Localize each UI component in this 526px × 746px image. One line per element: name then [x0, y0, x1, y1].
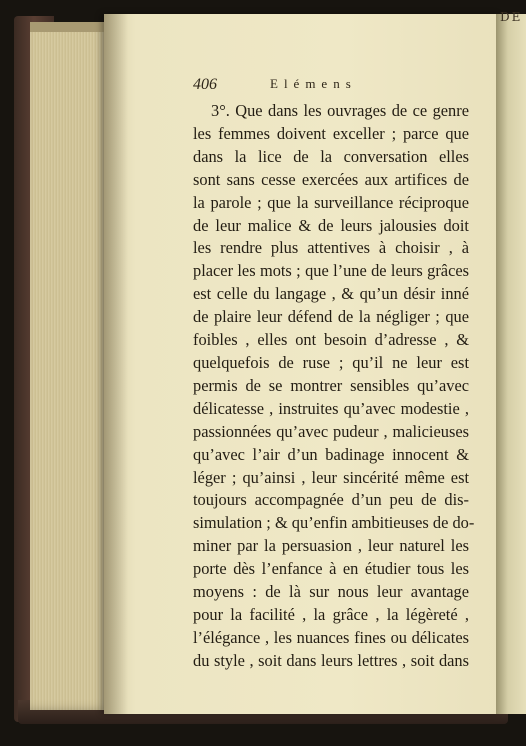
text-line: toujours accompagnée d’un peu de dis- [193, 490, 469, 510]
text-line: dans la lice de la conversation elles [193, 146, 469, 166]
facing-page-head: DE [500, 10, 523, 24]
text-line: placer les mots ; que l’une de leurs grâces [193, 261, 469, 281]
text-line: la parole ; que la surveillance réciproque [193, 192, 469, 212]
gutter-shadow [104, 14, 128, 714]
text-line: de leur malice & de leurs jalousies doit [193, 215, 469, 235]
text-line: passionnées qu’avec pudeur , malicieuses [193, 421, 469, 441]
text-line: les rendre plus attentives à choisir , à [193, 238, 469, 258]
running-head [193, 76, 493, 98]
text-line: est celle du langage , & qu’un désir inné [193, 284, 469, 304]
page-number: 406 [193, 76, 217, 93]
text-line: délicatesse , instruites qu’avec modestie , [193, 398, 469, 418]
text-line: qu’avec l’air d’un badinage innocent & [193, 444, 469, 464]
text-line: quelquefois de ruse ; qu’il ne leur est [193, 352, 469, 372]
text-line: foibles , elles ont besoin d’adresse , & [193, 330, 469, 350]
text-line: sont sans cesse exercées aux artifices de [193, 169, 469, 189]
text-line: du style , soit dans leurs lettres , soit dans [193, 650, 469, 670]
page-edges [30, 22, 110, 710]
text-line: simulation ; & qu’enfin ambitieuses de do- [193, 513, 475, 533]
text-line: de plaire leur défend de la négliger ; que [193, 307, 469, 327]
text-line: pour la facilité , la grâce , la légèreté , [193, 604, 469, 624]
body-text [193, 100, 475, 673]
text-line: les femmes doivent exceller ; parce que [193, 123, 469, 143]
text-line: miner par la persuasion , leur naturel les [193, 536, 469, 556]
running-title: Elémens [270, 76, 357, 91]
facing-page [496, 14, 526, 714]
text-line: moyens : de là sur nous leur avantage [193, 582, 469, 602]
text-line: l’élégance , les nuances fines ou délicates [193, 627, 469, 647]
page-edges-top [30, 22, 110, 32]
text-line: permis de se montrer sensibles qu’avec [193, 375, 469, 395]
text-line: 3°. Que dans les ouvrages de ce genre [211, 101, 469, 120]
text-line: léger ; qu’ainsi , leur sincérité même est [193, 467, 469, 487]
text-line: porte dès l’enfance à en étudier tous les [193, 559, 469, 579]
